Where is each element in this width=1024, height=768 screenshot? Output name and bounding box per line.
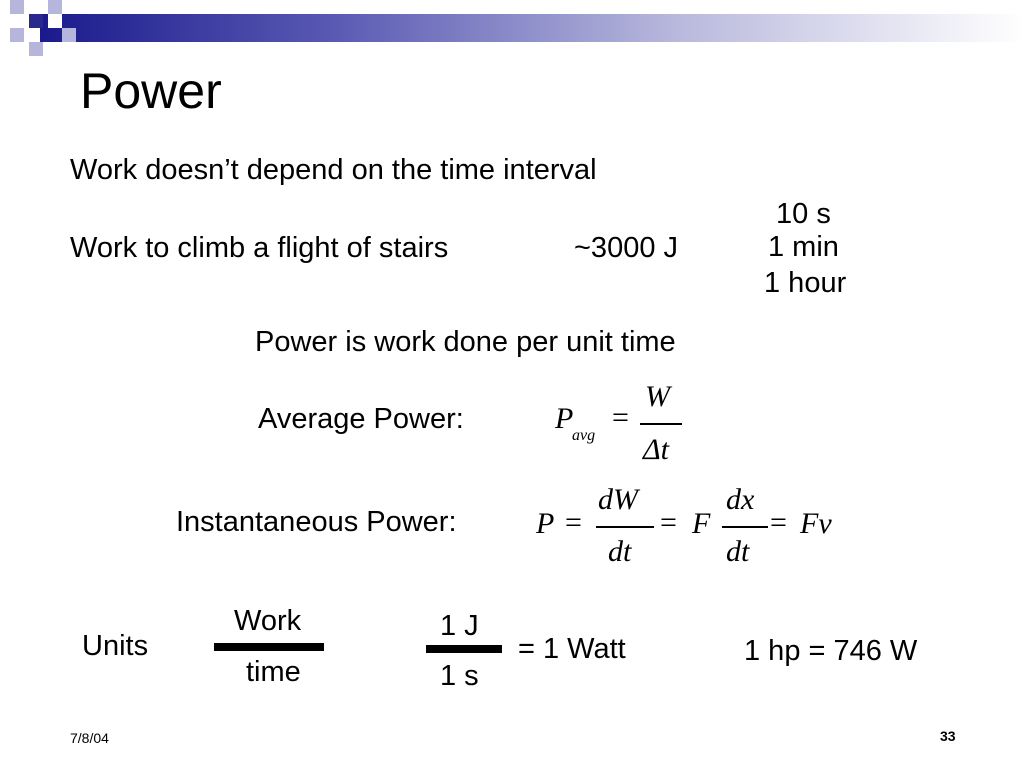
page-number: 33 xyxy=(940,728,956,744)
formula-numerator: W xyxy=(645,380,670,413)
fraction-bar xyxy=(640,423,682,425)
deco-square xyxy=(29,42,43,56)
horsepower-equation: 1 hp = 746 W xyxy=(744,635,918,667)
deco-square xyxy=(62,28,76,42)
watt-equation: = 1 Watt xyxy=(518,633,626,665)
si-fraction-bar xyxy=(426,645,502,653)
formula-equals: = xyxy=(660,506,677,539)
slide-title: Power xyxy=(80,63,222,119)
units-denominator: time xyxy=(246,656,301,688)
time-1hour: 1 hour xyxy=(764,267,847,299)
fraction-bar xyxy=(722,526,768,528)
si-denominator: 1 s xyxy=(440,660,479,692)
formula-force: F xyxy=(692,507,711,540)
formula-result: Fv xyxy=(800,507,832,540)
units-label: Units xyxy=(82,630,149,662)
formula-symbol: P xyxy=(536,507,555,540)
formula-denominator: dt xyxy=(608,535,632,568)
deco-square xyxy=(10,0,24,14)
deco-square xyxy=(48,0,62,14)
average-power-label: Average Power: xyxy=(258,403,464,435)
formula-numerator: dW xyxy=(598,483,638,516)
time-1min: 1 min xyxy=(768,231,839,263)
deco-square xyxy=(48,14,62,28)
formula-equals: = xyxy=(565,506,582,539)
formula-denominator: Δt xyxy=(643,433,669,466)
stairs-label: Work to climb a flight of stairs xyxy=(70,232,449,264)
header-banner xyxy=(40,14,1024,42)
footer-date: 7/8/04 xyxy=(70,730,109,746)
deco-square xyxy=(10,28,24,42)
stairs-value: ~3000 J xyxy=(574,232,679,264)
units-fraction-bar xyxy=(214,643,324,651)
deco-square xyxy=(29,14,43,28)
fraction-bar xyxy=(596,526,654,528)
formula-denominator: dt xyxy=(726,535,750,568)
formula-equals: = xyxy=(770,506,787,539)
formula-equals: = xyxy=(612,401,629,434)
instantaneous-power-label: Instantaneous Power: xyxy=(176,506,457,538)
power-definition: Power is work done per unit time xyxy=(255,326,676,358)
si-numerator: 1 J xyxy=(440,610,479,642)
formula-numerator: dx xyxy=(726,483,755,516)
time-10s: 10 s xyxy=(776,198,831,230)
formula-subscript: avg xyxy=(572,427,596,444)
units-numerator: Work xyxy=(234,605,302,637)
formula-symbol: P xyxy=(555,402,574,435)
intro-text: Work doesn’t depend on the time interval xyxy=(70,154,597,186)
